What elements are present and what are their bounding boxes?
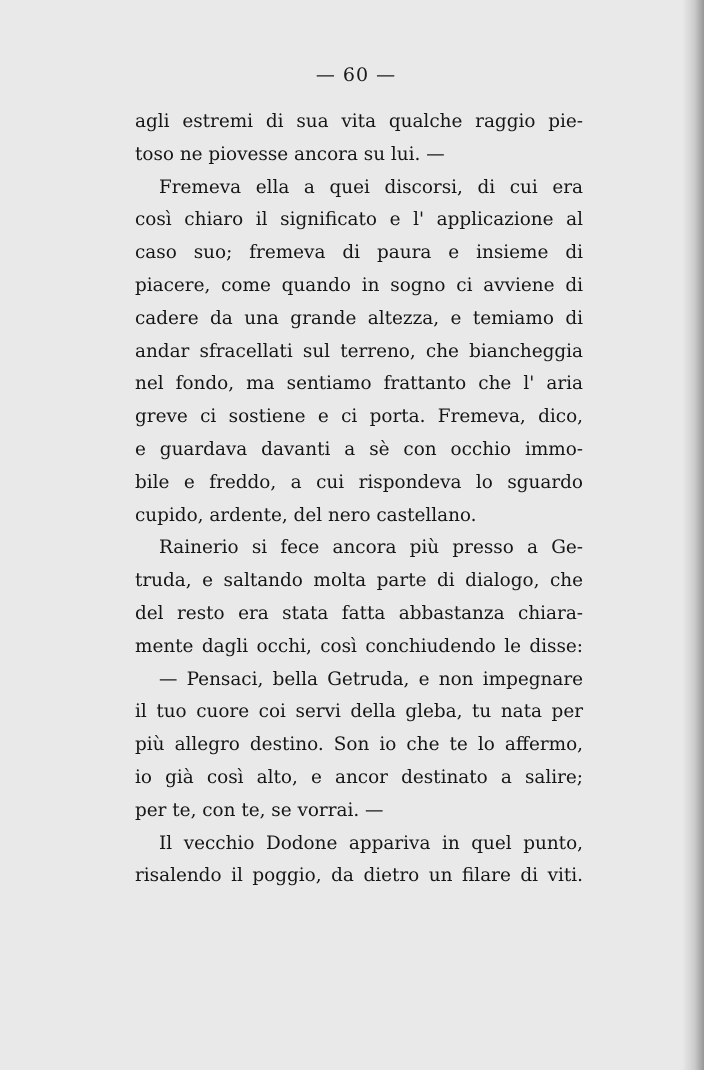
text-line: mente dagli occhi, così conchiudendo le disse: bbox=[135, 635, 583, 657]
page-number: — 60 — bbox=[315, 64, 397, 86]
text-line: Il vecchio Dodone appariva in quel punto, bbox=[159, 832, 583, 854]
text-line: truda, e saltando molta parte di dialogo, che bbox=[135, 570, 583, 592]
text-line: caso suo; fremeva di paura e insieme di bbox=[135, 242, 583, 264]
text-line: e guardava davanti a sè con occhio immo- bbox=[135, 438, 583, 460]
text-line: andar sfracellati sul terreno, che biancheggia bbox=[135, 340, 583, 362]
text-line: piacere, come quando in sogno ci avviene di bbox=[135, 274, 583, 296]
text-line: nel fondo, ma sentiamo frattanto che l' aria bbox=[135, 373, 583, 395]
text-line: il tuo cuore coi servi della gleba, tu nata per bbox=[135, 701, 583, 723]
text-line: per te, con te, se vorrai. — bbox=[135, 799, 384, 821]
text-line: risalendo il poggio, da dietro un filare di viti. bbox=[135, 865, 583, 887]
text-line: — Pensaci, bella Getruda, e non impegnare bbox=[159, 668, 583, 690]
text-line: Rainerio si fece ancora più presso a Ge- bbox=[159, 537, 583, 559]
text-line: così chiaro il significato e l' applicazione al bbox=[135, 209, 583, 231]
text-line: del resto era stata fatta abbastanza chiara- bbox=[135, 602, 583, 624]
text-line: cadere da una grande altezza, e temiamo di bbox=[135, 307, 583, 329]
text-line: io già così alto, e ancor destinato a salire; bbox=[135, 766, 583, 788]
text-line: toso ne piovesse ancora su lui. — bbox=[135, 143, 445, 165]
body-text bbox=[135, 106, 583, 893]
text-line: più allegro destino. Son io che te lo affermo, bbox=[135, 734, 583, 756]
text-line: Fremeva ella a quei discorsi, di cui era bbox=[159, 176, 583, 198]
text-line: agli estremi di sua vita qualche raggio pie- bbox=[135, 111, 583, 132]
text-line: cupido, ardente, del nero castellano. bbox=[135, 504, 477, 526]
text-line: greve ci sostiene e ci porta. Fremeva, dico, bbox=[135, 406, 583, 428]
text-line: bile e freddo, a cui rispondeva lo sguardo bbox=[135, 471, 583, 493]
